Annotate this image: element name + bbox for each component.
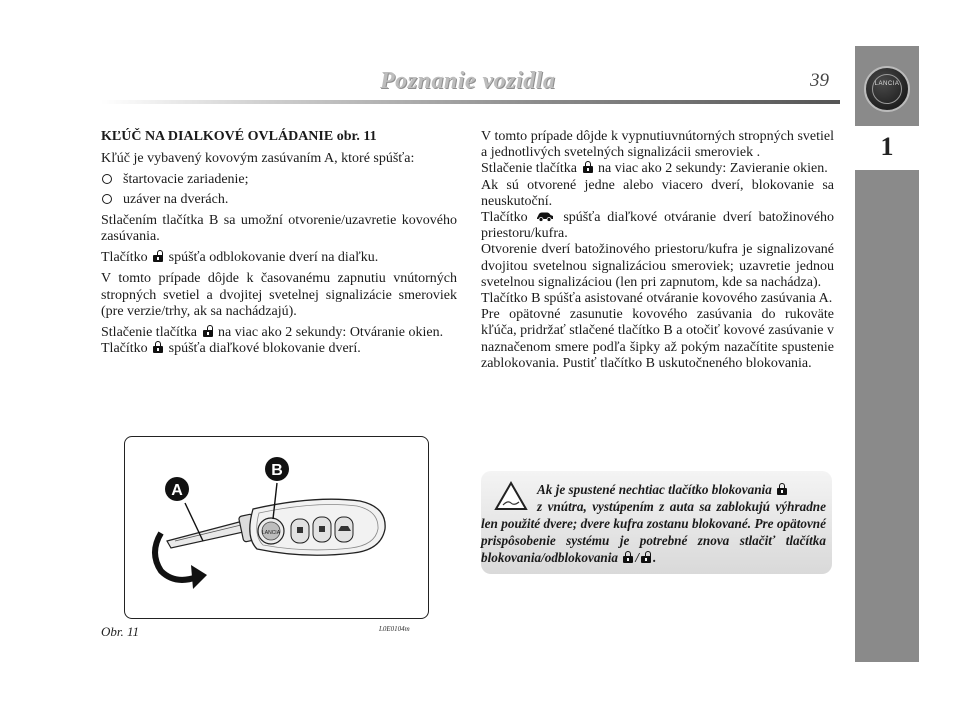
warning-text: Ak je spustené nechtiac tlačítko blokovania [481,481,826,498]
unlock-icon [153,250,163,262]
running-header-title: Poznanie vozidla [380,68,556,94]
chapter-number: 1 [880,132,894,161]
right-column [481,129,834,372]
svg-text:A: A [171,482,183,499]
list-item: štartovacie zariadenie; [101,172,457,188]
bullet-circle-icon [102,194,112,204]
lock-icon [623,551,633,563]
figure-11-key-illustration [124,436,429,619]
bullet-list [101,172,457,207]
unlock-icon [203,325,213,337]
lancia-logo-icon [864,66,910,112]
paragraph: Stlačenie tlačítka na viac ako 2 sekundy: Zavieranie okien. [481,161,828,177]
section-heading: KĽÚČ NA DIALKOVÉ OVLÁDANIE obr. 11 [101,129,377,144]
paragraph: V tomto prípade dôjde k vypnutiuvnútorných stropných svetiel a jednotlivých svetelných signalizácii smeroviek . [481,129,834,161]
paragraph: V tomto prípade dôjde k časovanému zapnutiu vnútorných stropných svetiel a dvojitej svetelnej signalizácie smeroviek (pre verzie/trhy, ak sa nachádzajú). [101,271,457,319]
bullet-circle-icon [102,174,112,184]
unlock-icon [641,551,651,563]
intro-paragraph: Kľúč je vybavený kovovým zasúvaním A, ktoré spúšťa: [101,151,415,167]
figure-caption: Obr. 11 [101,624,140,639]
logo-text: LANCIA [874,81,900,87]
paragraph: Tlačítko spúšťa diaľkové blokovanie dverí. [101,341,361,357]
key-drawing [125,437,427,617]
paragraph: Stlačením tlačítka B sa umožní otvorenie/uzavretie kovového zasúvania. [101,212,457,245]
page-number: 39 [810,70,829,91]
paragraph: Otvorenie dverí batožinového priestoru/kufra je signalizované dvojitou svetelnou signalizáciou smeroviek; uzavretie jednou svetelnou signalizáciou (len pri zapnutom, kde sa nachádza). [481,242,834,290]
list-item: uzáver na dverách. [101,192,457,208]
svg-text:B: B [271,462,283,479]
car-trunk-icon [536,211,554,222]
lock-icon [153,341,163,353]
paragraph: Stlačenie tlačítka na viac ako 2 sekundy: Otváranie okien. [101,325,444,341]
paragraph: Ak sú otvorené jedne alebo viacero dverí, blokovanie sa neuskutoční. [481,177,834,209]
warning-text-body: z vnútra, vystúpením z auta sa zablokujú výhradne len použité dvere; dvere kufra zostanu blokované. Pre opätovné prispôsobenie systému je potrebné znova stlačiť tlačítka blokovania/odblokovania / . [481,499,826,565]
paragraph: Tlačítko B spúšťa asistované otváranie kovového zasúvania A. [481,291,833,307]
lock-icon [583,161,593,173]
left-column [101,129,457,362]
header-rule [101,100,840,104]
fob-logo-text: LANCIA [261,530,281,536]
paragraph: Pre opätovné zasunutie kovového zasúvania do rukoväte kľúča, pridržať stlačené tlačítko B a otočiť kovové zasúvanie v naznačenom smere podľa šipky až pokým nazačítite spustenie zablokovania. Pustiť tlačítko B uskutočneného blokovania. [481,307,834,371]
paragraph: Tlačítko spúšťa odblokovanie dverí na diaľku. [101,250,379,266]
paragraph: Tlačítko spúšťa diaľkové otváranie dverí batožinového priestoru/kufra. [481,210,834,242]
key-blade [167,521,248,548]
figure-code: L0E0104m [379,625,410,633]
